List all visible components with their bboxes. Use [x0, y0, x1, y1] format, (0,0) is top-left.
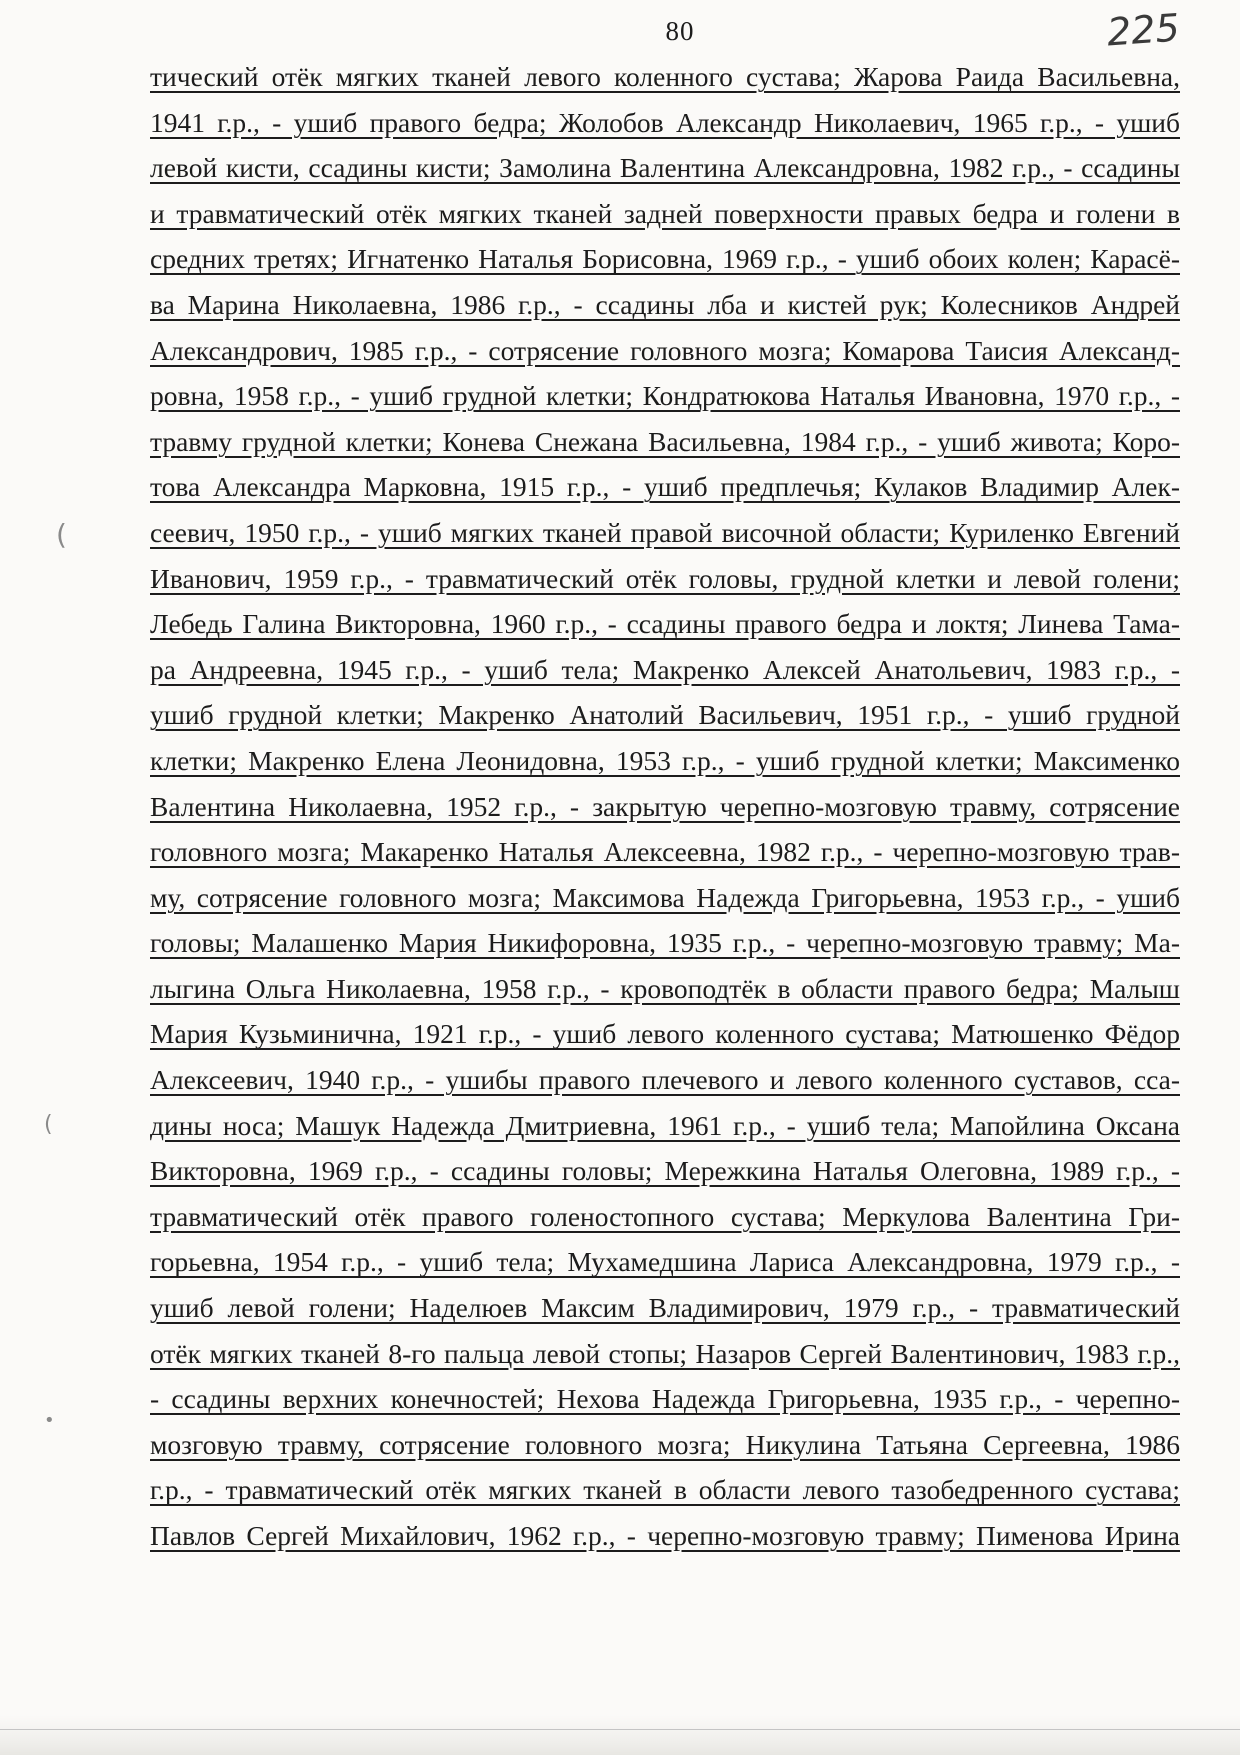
text-line: Иванович, 1959 г.р., - травматический отёк головы, грудной клетки и левой голени; — [150, 562, 1180, 594]
text-line: средних третях; Игнатенко Наталья Борисовна, 1969 г.р., - ушиб обоих колен; Карасё- — [150, 243, 1180, 275]
text-line: Алексеевич, 1940 г.р., - ушибы правого плечевого и левого коленного суставов, сса- — [150, 1064, 1180, 1096]
text-line: Александрович, 1985 г.р., - сотрясение головного мозга; Комарова Таисия Александ- — [150, 334, 1180, 366]
page-bottom-edge — [0, 1715, 1240, 1755]
text-line: травму грудной клетки; Конева Снежана Васильевна, 1984 г.р., - ушиб живота; Коро- — [150, 425, 1180, 457]
text-line: г.р., - травматический отёк мягких тканей в области левого тазобедренного сустава; — [150, 1474, 1180, 1506]
text-line: Лебедь Галина Викторовна, 1960 г.р., - ссадины правого бедра и локтя; Линева Тама- — [150, 608, 1180, 640]
text-line: лыгина Ольга Николаевна, 1958 г.р., - кровоподтёк в области правого бедра; Малыш — [150, 972, 1180, 1004]
text-line: сеевич, 1950 г.р., - ушиб мягких тканей правой височной области; Куриленко Евгений — [150, 516, 1180, 548]
text-line: му, сотрясение головного мозга; Максимова Надежда Григорьевна, 1953 г.р., - ушиб — [150, 881, 1180, 913]
text-line: ва Марина Николаевна, 1986 г.р., - ссадины лба и кистей рук; Колесников Андрей — [150, 288, 1180, 320]
text-line: горьевна, 1954 г.р., - ушиб тела; Мухамедшина Лариса Александровна, 1979 г.р., - — [150, 1246, 1180, 1278]
text-line: левой кисти, ссадины кисти; Замолина Валентина Александровна, 1982 г.р., - ссадины — [150, 152, 1180, 184]
text-line: тический отёк мягких тканей левого коленного сустава; Жарова Раида Васильевна, — [150, 61, 1180, 92]
text-line: това Александра Марковна, 1915 г.р., - ушиб предплечья; Кулаков Владимир Алек- — [150, 471, 1180, 503]
page-number: 80 — [665, 16, 695, 46]
bottom-divider — [0, 1729, 1240, 1730]
text-line: 1941 г.р., - ушиб правого бедра; Жолобов Александр Николаевич, 1965 г.р., - ушиб — [150, 106, 1180, 138]
text-line: ровна, 1958 г.р., - ушиб грудной клетки; Кондратюкова Наталья Ивановна, 1970 г.р., - — [150, 380, 1180, 412]
text-line: травматический отёк правого голеностопного сустава; Меркулова Валентина Гри- — [150, 1200, 1180, 1232]
text-line: ра Андреевна, 1945 г.р., - ушиб тела; Макренко Алексей Анатольевич, 1983 г.р., - — [150, 653, 1180, 685]
text-line: отёк мягких тканей 8-го пальца левой стопы; Назаров Сергей Валентинович, 1983 г.р., — [150, 1337, 1180, 1369]
margin-dot-mark: • — [44, 1410, 55, 1431]
text-line: дины носа; Машук Надежда Дмитриевна, 1961 г.р., - ушиб тела; Мапойлина Оксана — [150, 1109, 1180, 1141]
text-line: ушиб грудной клетки; Макренко Анатолий Васильевич, 1951 г.р., - ушиб грудной — [150, 699, 1180, 731]
margin-hole-mark: ( — [44, 1112, 53, 1137]
text-line: клетки; Макренко Елена Леонидовна, 1953 г.р., - ушиб грудной клетки; Максименко — [150, 744, 1180, 776]
text-line: и травматический отёк мягких тканей задней поверхности правых бедра и голени в — [150, 197, 1180, 229]
handwritten-page-number: 225 — [1106, 5, 1182, 55]
text-line: - ссадины верхних конечностей; Нехова Надежда Григорьевна, 1935 г.р., - черепно- — [150, 1383, 1180, 1415]
text-line: головы; Малашенко Мария Никифоровна, 1935 г.р., - черепно-мозговую травму; Ма- — [150, 927, 1180, 959]
margin-hole-mark: ( — [56, 518, 67, 551]
text-line: головного мозга; Макаренко Наталья Алексеевна, 1982 г.р., - черепно-мозговую трав- — [150, 836, 1180, 868]
text-line: ушиб левой голени; Наделюев Максим Владимирович, 1979 г.р., - травматический — [150, 1292, 1180, 1324]
text-line: Валентина Николаевна, 1952 г.р., - закрытую черепно-мозговую травму, сотрясение — [150, 790, 1180, 822]
text-line: мозговую травму, сотрясение головного мозга; Никулина Татьяна Сергеевна, 1986 — [150, 1428, 1180, 1460]
text-line: Викторовна, 1969 г.р., - ссадины головы; Мережкина Наталья Олеговна, 1989 г.р., - — [150, 1155, 1180, 1187]
text-line: Мария Кузьминична, 1921 г.р., - ушиб левого коленного сустава; Матюшенко Фёдор — [150, 1018, 1180, 1050]
document-text-block — [150, 54, 1180, 1559]
text-line: Павлов Сергей Михайлович, 1962 г.р., - черепно-мозговую травму; Пименова Ирина — [150, 1520, 1180, 1551]
